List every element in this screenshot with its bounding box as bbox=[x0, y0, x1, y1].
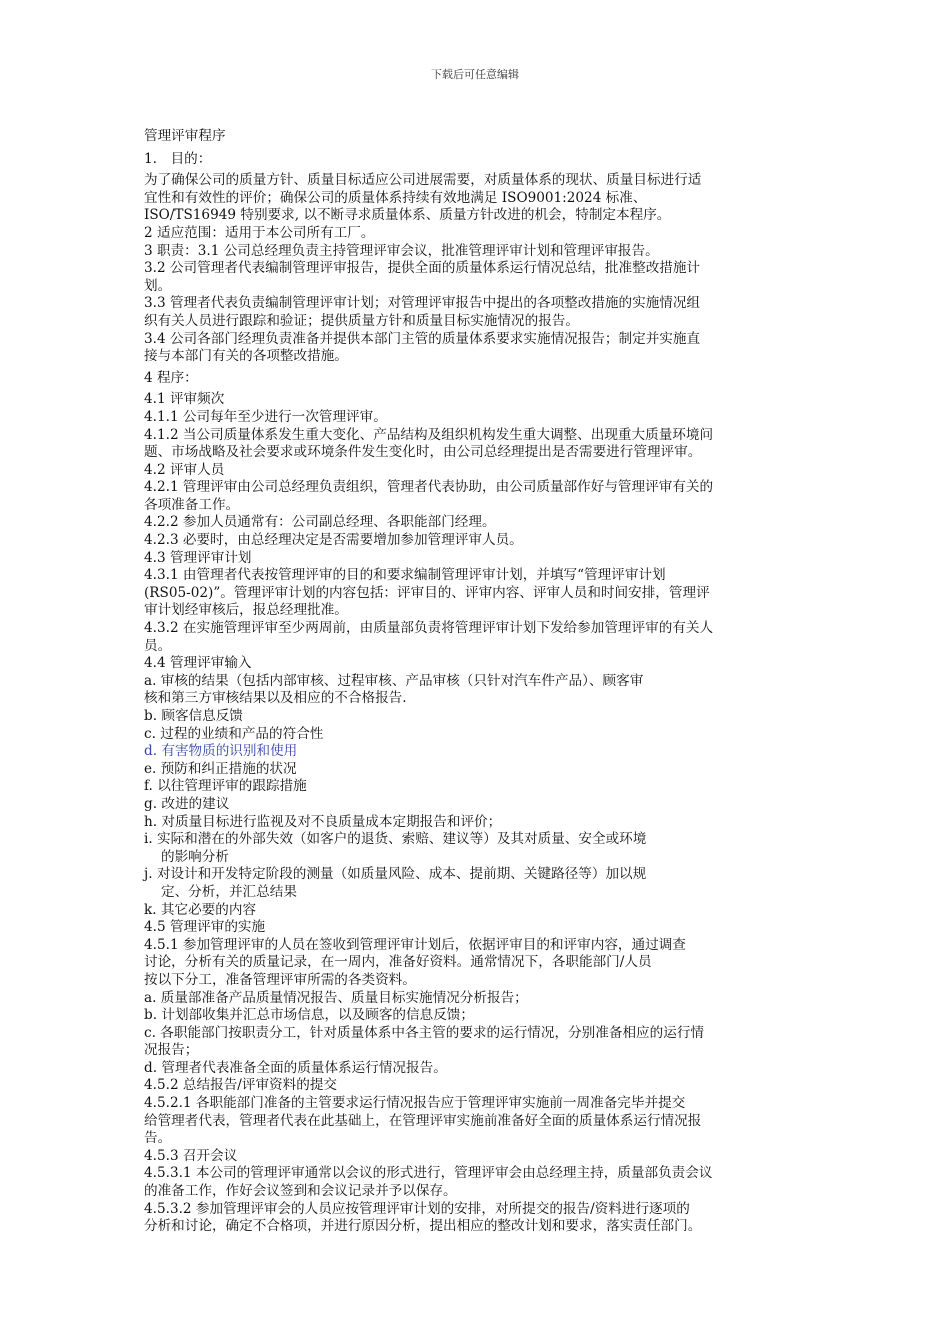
text-line: f. 以往管理评审的跟踪措施 bbox=[144, 778, 307, 795]
text-line: 分析和讨论，确定不合格项，并进行原因分析，提出相应的整改计划和要求，落实责任部门。 bbox=[144, 1218, 702, 1235]
text-line: 3 职责：3.1 公司总经理负责主持管理评审会议，批准管理评审计划和管理评审报告。 bbox=[144, 242, 659, 259]
text-line: 的影响分析 bbox=[161, 848, 229, 865]
text-line: 4.2 评审人员 bbox=[144, 461, 225, 478]
text-line: 4.1.1 公司每年至少进行一次管理评审。 bbox=[144, 408, 387, 425]
text-line: a. 审核的结果（包括内部审核、过程审核、产品审核（只针对汽车件产品）、顾客审 bbox=[144, 672, 644, 689]
text-line: 核和第三方审核结果以及相应的不合格报告. bbox=[144, 690, 407, 707]
text-line: 员。 bbox=[144, 637, 172, 654]
text-line: g. 改进的建议 bbox=[144, 795, 230, 812]
text-line: 4.3.2 在实施管理评审至少两周前，由质量部负责将管理评审计划下发给参加管理评审的有关人 bbox=[144, 620, 714, 637]
text-line: 告。 bbox=[144, 1130, 172, 1147]
page-header: 下载后可任意编辑 bbox=[431, 68, 519, 81]
text-line: 4.5.3 召开会议 bbox=[144, 1147, 238, 1164]
text-line: 的准备工作，作好会议签到和会议记录并予以保存。 bbox=[144, 1183, 457, 1200]
text-line: 各项准备工作。 bbox=[144, 496, 240, 513]
text-line: ISO/TS16949 特别要求, 以不断寻求质量体系、质量方针改进的机会，特制定本程序。 bbox=[144, 207, 671, 224]
text-line: k. 其它必要的内容 bbox=[144, 901, 257, 918]
text-line: 4.5.3.2 参加管理评审会的人员应按管理评审计划的安排，对所提交的报告/资料进行逐项的 bbox=[144, 1200, 690, 1217]
text-line: b. 顾客信息反馈 bbox=[144, 708, 243, 724]
text-line: j. 对设计和开发特定阶段的测量（如质量风险、成本、提前期、关键路径等）加以规 bbox=[144, 866, 647, 883]
text-line: 题、市场战略及社会要求或环境条件发生变化时，由公司总经理提出是否需要进行管理评审。 bbox=[144, 444, 702, 461]
text-line: 3.3 管理者代表负责编制管理评审计划；对管理评审报告中提出的各项整改措施的实施情况组 bbox=[144, 295, 701, 312]
text-line: e. 预防和纠正措施的状况 bbox=[144, 760, 297, 777]
text-line: 4.5 管理评审的实施 bbox=[144, 919, 266, 936]
text-line: (RS05-02)”。管理评审计划的内容包括：评审目的、评审内容、评审人员和时间安排，管理评 bbox=[144, 584, 710, 601]
text-line: c. 各职能部门按职责分工，针对质量体系中各主管的要求的运行情况，分别准备相应的运行情 bbox=[144, 1024, 705, 1041]
text-line: 4.1.2 当公司质量体系发生重大变化、产品结构及组织机构发生重大调整、出现重大质量环境问 bbox=[144, 426, 714, 443]
text-line: b. 计划部收集并汇总市场信息，以及顾客的信息反馈； bbox=[144, 1007, 474, 1024]
text-line: 况报告； bbox=[144, 1042, 199, 1059]
text-line: 1. 目的： bbox=[144, 150, 212, 167]
text-line: 划。 bbox=[144, 277, 172, 294]
text-line: 4 程序： bbox=[144, 369, 198, 386]
text-line: 2 适应范围：适用于本公司所有工厂。 bbox=[144, 224, 375, 241]
text-line: 4.3 管理评审计划 bbox=[144, 549, 252, 566]
text-line: 宜性和有效性的评价；确保公司的质量体系持续有效地满足 ISO9001:2024 标准、 bbox=[144, 189, 647, 206]
text-line: d. 管理者代表准备全面的质量体系运行情况报告。 bbox=[144, 1059, 447, 1076]
text-line: i. 实际和潜在的外部失效（如客户的退货、索赔、建议等）及其对质量、安全或环境 bbox=[144, 831, 647, 848]
text-line: 4.5.2 总结报告/评审资料的提交 bbox=[144, 1077, 338, 1094]
text-line: 按以下分工，准备管理评审所需的各类资料。 bbox=[144, 971, 416, 988]
text-line: 为了确保公司的质量方针、质量目标适应公司进展需要，对质量体系的现状、质量目标进行适 bbox=[144, 172, 702, 189]
text-line: 定、分析，并汇总结果 bbox=[161, 883, 297, 900]
text-line: 4.4 管理评审输入 bbox=[144, 655, 252, 672]
text-line: 织有关人员进行跟踪和验证；提供质量方针和质量目标实施情况的报告。 bbox=[144, 312, 579, 329]
text-line: 3.2 公司管理者代表编制管理评审报告，提供全面的质量体系运行情况总结，批准整改措施计 bbox=[144, 260, 701, 277]
text-line: 讨论，分析有关的质量记录，在一周内，准备好资料。通常情况下，各职能部门/人员 bbox=[144, 954, 652, 971]
text-line: 4.5.3.1 本公司的管理评审通常以会议的形式进行，管理评审会由总经理主持，质量部负责会议 bbox=[144, 1165, 713, 1182]
text-line: h. 对质量目标进行监视及对不良质量成本定期报告和评价； bbox=[144, 813, 502, 830]
text-line: 4.5.2.1 各职能部门准备的主管要求运行情况报告应于管理评审实施前一周准备完毕并提交 bbox=[144, 1095, 686, 1112]
highlighted-line: d. 有害物质的识别和使用 bbox=[144, 743, 298, 760]
document-body bbox=[144, 128, 808, 1236]
text-line: c. 过程的业绩和产品的符合性 bbox=[144, 725, 324, 742]
text-line: 4.2.2 参加人员通常有：公司副总经理、各职能部门经理。 bbox=[144, 514, 496, 531]
text-line: 4.3.1 由管理者代表按管理评审的目的和要求编制管理评审计划，并填写“管理评审计划 bbox=[144, 567, 666, 584]
text-line: 4.2.1 管理评审由公司总经理负责组织，管理者代表协助，由公司质量部作好与管理评审有关的 bbox=[144, 479, 714, 496]
document-title: 管理评审程序 bbox=[144, 128, 226, 144]
text-line: 4.2.3 必要时，由总经理决定是否需要增加参加管理评审人员。 bbox=[144, 532, 523, 549]
text-line: 给管理者代表，管理者代表在此基础上，在管理评审实施前准备好全面的质量体系运行情况报 bbox=[144, 1112, 702, 1129]
text-line: 3.4 公司各部门经理负责准备并提供本部门主管的质量体系要求实施情况报告；制定并实施直 bbox=[144, 330, 701, 347]
text-line: a. 质量部准备产品质量情况报告、质量目标实施情况分析报告； bbox=[144, 989, 528, 1006]
text-line: 接与本部门有关的各项整改措施。 bbox=[144, 348, 348, 365]
text-line: 审计划经审核后，报总经理批准。 bbox=[144, 602, 348, 619]
text-line: 4.1 评审频次 bbox=[144, 391, 225, 408]
text-line: 4.5.1 参加管理评审的人员在签收到管理评审计划后，依据评审目的和评审内容，通过调查 bbox=[144, 936, 686, 953]
